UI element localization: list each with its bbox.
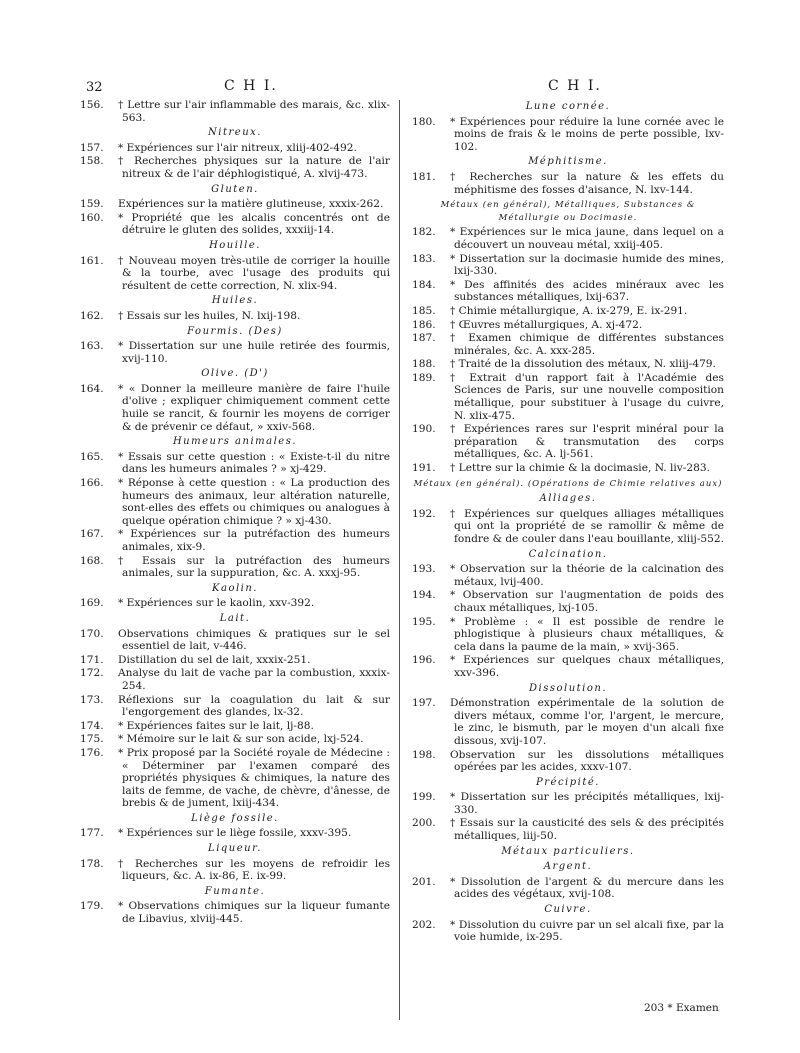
entry-text: Expériences sur la matière glutineuse, xxxix-262. (118, 198, 384, 211)
index-entry (412, 279, 724, 304)
entry-text: * Observation sur l'augmentation de poids des chaux métalliques, lxj-105. (450, 589, 724, 614)
index-entry (412, 563, 724, 588)
index-entry (80, 667, 390, 692)
page-number: 32 (86, 80, 103, 95)
index-entry (80, 720, 390, 733)
entry-text: Distillation du sel de lait, xxxix-251. (118, 653, 311, 666)
entry-text: * Propriété que les alcalis concentrés ont de détruire le gluten des solides, xxxiij-14. (118, 211, 390, 237)
index-entry (80, 858, 390, 883)
index-entry (412, 171, 724, 196)
entry-number: 189. (412, 371, 436, 384)
entry-text: † Recherches physiques sur la nature de l'air nitreux & de l'air déphlogistiqué, A. xlvij-473. (118, 155, 390, 180)
entry-number: 169. (80, 597, 104, 610)
index-entry (80, 99, 390, 124)
entry-text: * Expériences sur le liège fossile, xxxv-395. (118, 827, 352, 840)
entry-text: † Examen chimique de différentes substances minérales, &c. A. xxx-285. (450, 332, 724, 357)
entry-number: 202. (412, 918, 436, 931)
entry-number: 199. (412, 791, 436, 804)
index-entry (412, 791, 724, 816)
entry-number: 159. (80, 198, 104, 211)
index-entry (80, 597, 390, 610)
index-entry (80, 694, 390, 719)
index-entry (412, 253, 724, 278)
left-column (80, 98, 390, 927)
index-entry (412, 462, 724, 475)
section-heading: Liège fossile. (191, 812, 279, 824)
index-entry (412, 305, 724, 318)
entry-text: * Prix proposé par la Société royale de Médecine : « Déterminer par l'examen comparé des propriétés physiques & chimiques, la nature des laits de femme, de vache, de chèvre, d'ânesse, de brebis & de jument, lxiij-434. (118, 746, 390, 810)
entry-number: 198. (412, 748, 436, 761)
entry-text: Analyse du lait de vache par la combustion, xxxix-254. (118, 667, 390, 692)
index-entry (412, 589, 724, 614)
entry-number: 194. (412, 589, 436, 602)
entry-text: * Expériences sur la putréfaction des humeurs animales, xix-9. (118, 528, 390, 553)
entry-number: 197. (412, 697, 436, 710)
section-heading: Fumante. (204, 885, 266, 897)
entry-text: * « Donner la meilleure manière de faire l'huile d'olive ; expliquer chimiquement comment cette huile se rancit, & fournir les moyens de corriger & de prévenir ce défaut, » xxiv-568. (118, 382, 390, 433)
section-heading: Alliages. (539, 493, 597, 505)
entry-text: Observation sur les dissolutions métalliques opérées par les acides, xxxv-107. (450, 748, 724, 774)
index-entry (80, 155, 390, 180)
entry-number: 180. (412, 115, 436, 128)
index-entry (80, 900, 390, 925)
index-entry (80, 255, 390, 293)
entry-number: 175. (80, 733, 104, 746)
section-heading: Nitreux. (208, 127, 262, 139)
entry-number: 166. (80, 477, 104, 490)
section-heading: Fourmis. (Des) (187, 325, 283, 337)
section-heading: Cuivre. (544, 904, 592, 916)
entry-number: 192. (412, 507, 436, 520)
right-column (412, 98, 724, 945)
catchword: 203 * Examen (644, 1002, 719, 1014)
entry-number: 171. (80, 653, 104, 666)
entry-number: 172. (80, 667, 104, 680)
index-entry (80, 477, 390, 527)
section-heading: Kaolin. (212, 582, 258, 594)
entry-text: * Expériences sur le kaolin, xxv-392. (118, 597, 315, 610)
entry-text: † Lettre sur l'air inflammable des marais, &c. xlix-563. (118, 99, 390, 124)
entry-number: 157. (80, 141, 104, 154)
entry-text: † Essais sur les huiles, N. lxij-198. (118, 309, 301, 322)
index-entry (80, 212, 390, 237)
entry-number: 181. (412, 170, 436, 183)
index-entry (412, 616, 724, 654)
index-entry (80, 383, 390, 433)
entry-text: * Observations chimiques sur la liqueur fumante de Libavius, xlviij-445. (118, 900, 390, 926)
index-entry (80, 310, 390, 323)
entry-number: 191. (412, 462, 436, 475)
section-heading: Dissolution. (529, 682, 607, 694)
entry-number: 182. (412, 226, 436, 239)
section-heading: Lune cornée. (525, 101, 611, 112)
entry-number: 174. (80, 719, 104, 732)
entry-number: 161. (80, 254, 104, 267)
entry-number: 196. (412, 654, 436, 667)
entry-number: 170. (80, 627, 104, 640)
section-heading: Gluten. (211, 183, 259, 195)
index-entry (80, 340, 390, 365)
entry-number: 201. (412, 875, 436, 888)
index-entry (412, 654, 724, 679)
entry-number: 173. (80, 693, 104, 706)
entry-number: 188. (412, 358, 436, 371)
entry-text: * Des affinités des acides minéraux avec les substances métalliques, lxij-637. (450, 278, 724, 304)
entry-number: 165. (80, 450, 104, 463)
entry-number: 156. (80, 99, 104, 111)
entry-text: Réflexions sur la coagulation du lait & sur l'engorgement des glandes, lx-32. (118, 693, 390, 719)
index-entry (412, 423, 724, 461)
entry-text: * Réponse à cette question : « La production des humeurs des animaux, leur altération naturelle, sont-elles des effets ou chimiques ou analogues à quelque opération chimique ? » xj-430. (118, 477, 390, 527)
index-entry (412, 817, 724, 842)
entry-text: * Problème : « Il est possible de rendre le phlogistique à plusieurs chaux métalliques, & cela dans la paume de la main, » xvij-365. (450, 615, 724, 653)
entry-number: 167. (80, 528, 104, 541)
entry-number: 176. (80, 746, 104, 759)
entry-number: 184. (412, 278, 436, 291)
entry-number: 168. (80, 554, 104, 567)
section-heading: Argent. (543, 861, 593, 873)
entry-number: 158. (80, 155, 104, 168)
entry-text: † Essais sur la putréfaction des humeurs animales, sur la suppuration, &c. A. xxxj-95. (118, 554, 390, 580)
entry-text: * Dissolution du cuivre par un sel alcali fixe, par la voie humide, ix-295. (450, 918, 724, 944)
entry-number: 162. (80, 309, 104, 322)
entry-text: * Expériences sur le mica jaune, dans lequel on a découvert un nouveau métal, xxiij-405. (450, 226, 724, 251)
entry-text: † Recherches sur les moyens de refroidir les liqueurs, &c. A. ix-86, E. ix-99. (118, 857, 390, 883)
entry-text: * Expériences sur l'air nitreux, xliij-402-492. (118, 141, 357, 154)
index-entry (80, 628, 390, 653)
entry-text: Observations chimiques & pratiques sur le sel essentiel de lait, v-446. (118, 627, 390, 653)
index-entry (412, 697, 724, 747)
entry-text: † Recherches sur la nature & les effets du méphitisme des fosses d'aisance, N. lxv-144. (450, 170, 724, 196)
entry-number: 195. (412, 615, 436, 628)
entry-number: 200. (412, 817, 436, 830)
section-heading: Lait. (219, 612, 251, 624)
entry-text: * Essais sur cette question : « Existe-t-il du nitre dans les humeurs animales ? » xj-429. (118, 450, 390, 476)
entry-number: 160. (80, 211, 104, 224)
running-head-right: C H I. (548, 78, 602, 94)
running-head-left: C H I. (224, 78, 278, 94)
entry-text: * Dissertation sur une huile retirée des fourmis, xvij-110. (118, 340, 390, 365)
entry-text: * Dissertation sur les précipités métalliques, lxij-330. (450, 791, 724, 816)
entry-text: * Expériences sur quelques chaux métalliques, xxv-396. (450, 654, 724, 679)
index-entry (412, 332, 724, 357)
section-heading: Olive. (D') (201, 368, 269, 380)
entry-number: 187. (412, 332, 436, 345)
index-entry (412, 919, 724, 944)
entry-number: 163. (80, 340, 104, 353)
entry-number: 183. (412, 252, 436, 265)
entry-number: 193. (412, 563, 436, 576)
index-entry (412, 508, 724, 546)
entry-text: * Expériences pour réduire la lune cornée avec le moins de frais & le moins de perte possible, lxv-102. (450, 115, 724, 153)
index-entry (80, 528, 390, 553)
index-entry (80, 198, 390, 211)
entry-text: † Expériences rares sur l'esprit minéral pour la préparation & transmutation des corps métalliques, &c. A. lj-561. (450, 423, 724, 461)
entry-text: † Essais sur la causticité des sels & des précipités métalliques, liij-50. (450, 817, 724, 843)
entry-text: † Nouveau moyen très-utile de corriger la houille & la tourbe, avec l'usage des produits qui résultent de cette correction, N. xlix-94. (118, 254, 390, 292)
entry-text: * Expériences faites sur le lait, lj-88. (118, 719, 314, 732)
section-heading: Métaux (en général). (Opérations de Chimie relatives aux) (413, 478, 723, 489)
index-entry (412, 116, 724, 154)
entry-text: * Dissolution de l'argent & du mercure dans les acides des végétaux, xvij-108. (450, 875, 724, 901)
entry-text: * Mémoire sur le lait & sur son acide, lxj-524. (118, 733, 364, 746)
entry-number: 190. (412, 423, 436, 436)
entry-text: † Extrait d'un rapport fait à l'Académie des Sciences de Paris, sur une nouvelle composition métallique, pour substituer à l'usage du cuivre, N. xlix-475. (450, 371, 724, 422)
section-heading: Méphitisme. (528, 156, 608, 168)
section-heading: Liqueur. (208, 843, 262, 855)
section-heading: Huiles. (211, 295, 259, 307)
index-entry (412, 319, 724, 332)
section-heading: Humeurs animales. (172, 436, 298, 448)
entry-number: 177. (80, 827, 104, 840)
entry-text: Démonstration expérimentale de la solution de divers métaux, comme l'or, l'argent, le mercure, le zinc, le bismuth, par le moyen d'un alcali fixe dissous, xvij-107. (450, 697, 724, 747)
index-entry (80, 827, 390, 840)
entry-number: 185. (412, 304, 436, 317)
entry-text: † Lettre sur la chimie & la docimasie, N. liv-283. (450, 462, 710, 475)
index-entry (412, 226, 724, 251)
section-heading: Précipité. (536, 776, 600, 788)
entry-number: 179. (80, 900, 104, 913)
entry-number: 178. (80, 857, 104, 870)
section-heading: Métaux (en général), Métalliques, Substances & Métallurgie ou Docimasie. (440, 200, 696, 223)
entry-text: † Œuvres métallurgiques, A. xj-472. (450, 318, 643, 331)
section-heading: Calcination. (528, 548, 608, 560)
index-entry (412, 749, 724, 774)
entry-text: † Chimie métallurgique, A. ix-279, E. ix-291. (450, 304, 688, 317)
index-entry (80, 555, 390, 580)
index-entry (412, 876, 724, 901)
section-heading: Métaux particuliers. (501, 845, 635, 857)
index-entry (80, 142, 390, 155)
index-entry (80, 747, 390, 810)
entry-number: 164. (80, 382, 104, 395)
column-divider (399, 100, 400, 1020)
index-entry (412, 372, 724, 422)
index-entry (80, 654, 390, 667)
entry-text: † Expériences sur quelques alliages métalliques qui ont la propriété de se ramollir & même de fondre & de couler dans l'eau bouillante, xliij-552. (450, 507, 724, 545)
index-entry (80, 451, 390, 476)
entry-text: * Observation sur la théorie de la calcination des métaux, lvij-400. (450, 563, 724, 588)
entry-text: * Dissertation sur la docimasie humide des mines, lxij-330. (450, 252, 724, 278)
section-heading: Houille. (209, 239, 261, 251)
index-entry (412, 358, 724, 371)
entry-text: † Traité de la dissolution des métaux, N. xliij-479. (450, 358, 716, 371)
index-entry (80, 733, 390, 746)
entry-number: 186. (412, 318, 436, 331)
